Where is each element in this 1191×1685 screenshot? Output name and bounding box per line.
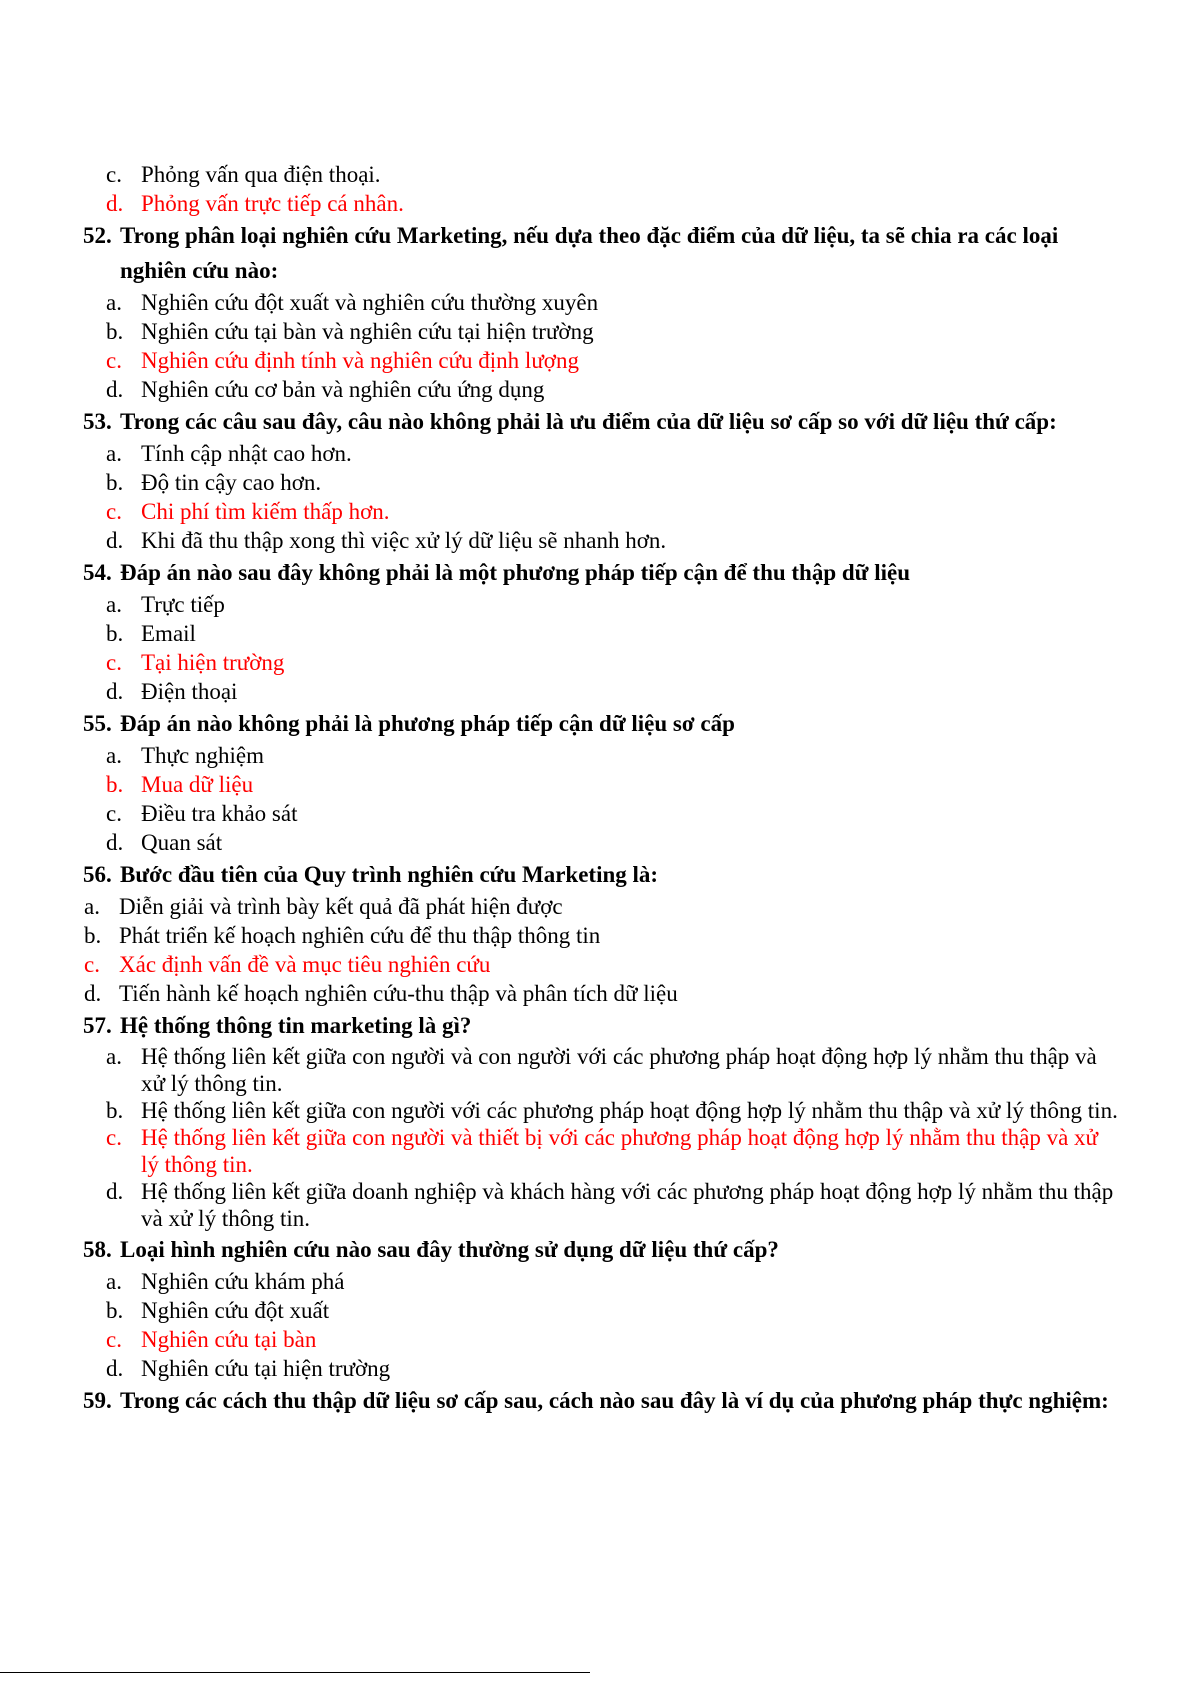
option-letter: a. [106, 441, 122, 466]
option-text: Thực nghiệm [141, 743, 264, 768]
question-text: Bước đầu tiên của Quy trình nghiên cứu Marketing là: [120, 862, 659, 887]
option-text: Diễn giải và trình bày kết quả đã phát hiện được [119, 894, 563, 919]
option-letter: b. [84, 923, 102, 948]
option-text: Hệ thống liên kết giữa doanh nghiệp và khách hàng với các phương pháp hoạt động hợp lý nhằm thu thập và xử lý thông tin. [141, 1179, 1114, 1231]
answer-option-correct [0, 189, 1121, 218]
option-letter: b. [106, 621, 124, 646]
option-letter: a. [106, 1269, 122, 1294]
question-number: 59. [83, 1388, 112, 1413]
question [0, 857, 1120, 892]
option-letter: a. [106, 1044, 122, 1069]
option-text: Nghiên cứu định tính và nghiên cứu định lượng [141, 348, 579, 373]
answer-option-correct [0, 1325, 1121, 1354]
option-letter: b. [106, 470, 124, 495]
answer-option [0, 741, 1121, 770]
question-text: Đáp án nào sau đây không phải là một phương pháp tiếp cận để thu thập dữ liệu [120, 560, 911, 585]
option-letter: d. [106, 830, 124, 855]
option-letter: d. [106, 528, 124, 553]
option-letter: d. [106, 679, 124, 704]
option-text: Nghiên cứu đột xuất [141, 1298, 330, 1323]
option-text: Tiến hành kế hoạch nghiên cứu-thu thập và phân tích dữ liệu [119, 981, 678, 1006]
option-text: Điện thoại [141, 679, 238, 704]
option-text: Hệ thống liên kết giữa con người và thiết bị với các phương pháp hoạt động hợp lý nhằm thu thập và xử lý thông tin. [141, 1125, 1098, 1177]
option-text: Nghiên cứu khám phá [141, 1269, 345, 1294]
option-letter: c. [106, 1327, 122, 1352]
question-text: Đáp án nào không phải là phương pháp tiếp cận dữ liệu sơ cấp [120, 711, 735, 736]
question [0, 555, 1120, 590]
answer-option [0, 468, 1121, 497]
answer-option-correct [0, 1124, 1121, 1178]
option-text: Điều tra khảo sát [141, 801, 298, 826]
option-letter: c. [106, 1125, 122, 1150]
answer-option-correct [0, 770, 1121, 799]
answer-option [0, 1296, 1121, 1325]
question-list [0, 160, 1191, 1418]
option-text: Độ tin cậy cao hơn. [141, 470, 322, 495]
option-text: Hệ thống liên kết giữa con người và con người với các phương pháp hoạt động hợp lý nhằm thu thập và xử lý thông tin. [141, 1044, 1097, 1096]
answer-option-correct [0, 346, 1121, 375]
question-text: Trong phân loại nghiên cứu Marketing, nếu dựa theo đặc điểm của dữ liệu, ta sẽ chia ra các loại nghiên cứu nào: [120, 223, 1059, 283]
answer-option-correct [0, 648, 1121, 677]
question [0, 1383, 1120, 1418]
question-text: Trong các câu sau đây, câu nào không phải là ưu điểm của dữ liệu sơ cấp so với dữ liệu thứ cấp: [120, 409, 1057, 434]
answer-option [0, 590, 1121, 619]
option-letter: c. [106, 650, 122, 675]
option-letter: c. [106, 801, 122, 826]
option-letter: b. [106, 319, 124, 344]
option-letter: d. [106, 191, 124, 216]
question-number: 58. [83, 1237, 112, 1262]
answer-option [0, 439, 1121, 468]
option-text: Tại hiện trường [141, 650, 285, 675]
option-letter: b. [106, 772, 124, 797]
option-text: Quan sát [141, 830, 223, 855]
option-letter: d. [106, 377, 124, 402]
option-text: Hệ thống liên kết giữa con người với các phương pháp hoạt động hợp lý nhằm thu thập và xử lý thông tin. [141, 1098, 1118, 1123]
option-text: Nghiên cứu đột xuất và nghiên cứu thường xuyên [141, 290, 599, 315]
question-number: 56. [83, 862, 112, 887]
question [0, 1008, 1120, 1043]
option-text: Nghiên cứu tại bàn và nghiên cứu tại hiện trường [141, 319, 594, 344]
question-text: Hệ thống thông tin marketing là gì? [120, 1013, 472, 1038]
answer-option [0, 317, 1121, 346]
question [0, 1232, 1120, 1267]
answer-option [0, 979, 1099, 1008]
option-letter: c. [106, 348, 122, 373]
option-letter: d. [106, 1356, 124, 1381]
option-letter: d. [106, 1179, 124, 1204]
question [0, 218, 1120, 288]
option-letter: a. [106, 290, 122, 315]
option-text: Xác định vấn đề và mục tiêu nghiên cứu [119, 952, 491, 977]
question-number: 57. [83, 1013, 112, 1038]
option-text: Mua dữ liệu [141, 772, 254, 797]
answer-option [0, 288, 1121, 317]
answer-option-correct [0, 950, 1099, 979]
question-number: 52. [83, 223, 112, 248]
answer-option [0, 526, 1121, 555]
answer-option-correct [0, 497, 1121, 526]
option-letter: a. [84, 894, 100, 919]
answer-option [0, 1267, 1121, 1296]
question [0, 404, 1120, 439]
answer-option [0, 1354, 1121, 1383]
question-number: 53. [83, 409, 112, 434]
answer-option [0, 1097, 1121, 1124]
option-letter: c. [106, 499, 122, 524]
document-page [0, 160, 1191, 1418]
question-text: Trong các cách thu thập dữ liệu sơ cấp sau, cách nào sau đây là ví dụ của phương pháp thực nghiệm: [120, 1388, 1109, 1413]
option-text: Tính cập nhật cao hơn. [141, 441, 352, 466]
question [0, 706, 1120, 741]
option-letter: c. [106, 162, 122, 187]
option-text: Chi phí tìm kiếm thấp hơn. [141, 499, 390, 524]
answer-option [0, 1043, 1121, 1097]
answer-option [0, 921, 1099, 950]
option-text: Phỏng vấn trực tiếp cá nhân. [141, 191, 404, 216]
answer-option [0, 375, 1121, 404]
option-text: Email [141, 621, 196, 646]
option-letter: b. [106, 1298, 124, 1323]
option-text: Khi đã thu thập xong thì việc xử lý dữ liệu sẽ nhanh hơn. [141, 528, 667, 553]
answer-option [0, 677, 1121, 706]
answer-option [0, 892, 1099, 921]
answer-option [0, 1178, 1121, 1232]
option-text: Nghiên cứu tại bàn [141, 1327, 317, 1352]
option-letter: d. [84, 981, 102, 1006]
answer-option [0, 828, 1121, 857]
option-letter: c. [84, 952, 100, 977]
option-text: Trực tiếp [141, 592, 225, 617]
answer-option [0, 799, 1121, 828]
question-text: Loại hình nghiên cứu nào sau đây thường sử dụng dữ liệu thứ cấp? [120, 1237, 779, 1262]
question-number: 54. [83, 560, 112, 585]
footer-divider [0, 1672, 590, 1673]
answer-option [0, 619, 1121, 648]
option-text: Phát triển kế hoạch nghiên cứu để thu thập thông tin [119, 923, 601, 948]
option-letter: b. [106, 1098, 124, 1123]
option-letter: a. [106, 592, 122, 617]
option-text: Phỏng vấn qua điện thoại. [141, 162, 381, 187]
option-text: Nghiên cứu cơ bản và nghiên cứu ứng dụng [141, 377, 545, 402]
option-text: Nghiên cứu tại hiện trường [141, 1356, 391, 1381]
option-letter: a. [106, 743, 122, 768]
question-number: 55. [83, 711, 112, 736]
answer-option [0, 160, 1121, 189]
